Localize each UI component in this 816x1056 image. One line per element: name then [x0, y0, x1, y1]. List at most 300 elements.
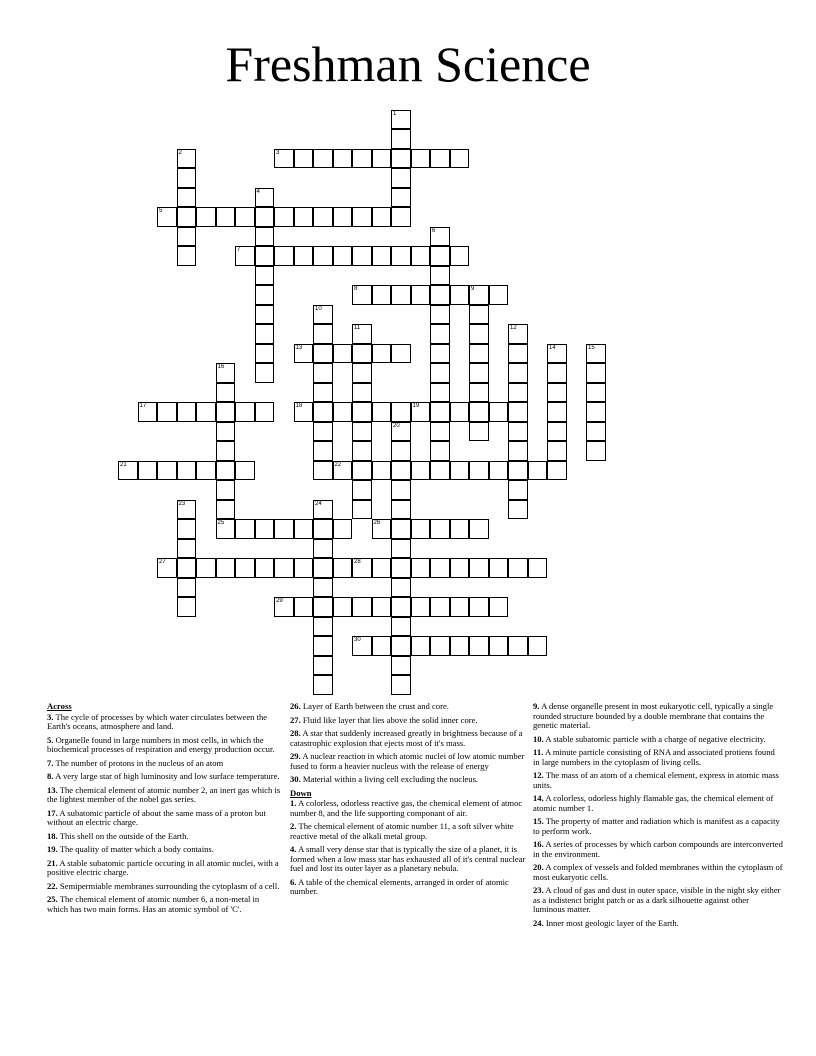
crossword-cell[interactable]	[177, 597, 197, 617]
crossword-cell[interactable]	[352, 344, 372, 364]
crossword-cell[interactable]	[313, 656, 333, 676]
cell-number: 19	[412, 403, 420, 409]
crossword-cell[interactable]	[313, 305, 333, 325]
crossword-cell[interactable]	[489, 461, 509, 481]
across-clue-21: 21. A stable subatomic particle occuring in all atomic nuclei, with a positive electric charge.	[47, 857, 279, 877]
crossword-cell[interactable]	[411, 597, 431, 617]
across-clue-7: 7. The number of protons in the nucleus of an atom	[47, 757, 224, 768]
crossword-cell[interactable]	[352, 324, 372, 344]
clue-column-1	[47, 702, 281, 918]
crossword-cell[interactable]	[508, 461, 528, 481]
cell-number: 12	[510, 325, 517, 331]
crossword-cell[interactable]	[216, 519, 236, 539]
crossword-cell[interactable]	[294, 344, 314, 364]
crossword-cell[interactable]	[469, 519, 489, 539]
crossword-cell[interactable]	[391, 110, 411, 130]
crossword-cell[interactable]	[586, 363, 606, 383]
crossword-cell[interactable]	[469, 597, 489, 617]
crossword-cell[interactable]	[255, 363, 275, 383]
clue-number: 19.	[47, 844, 58, 854]
cell-number: 22	[334, 461, 342, 468]
crossword-cell[interactable]	[177, 461, 197, 481]
crossword-cell[interactable]	[372, 402, 392, 422]
crossword-cell[interactable]	[411, 402, 431, 422]
crossword-cell[interactable]	[255, 266, 275, 286]
down-clue-14: 14. A colorless, odorless highly flamable gas, the chemical element of atomic number 1.	[533, 793, 774, 813]
cell-number: 13	[295, 344, 303, 351]
crossword-cell[interactable]	[469, 363, 489, 383]
crossword-cell[interactable]	[528, 461, 548, 481]
down-clue-23: 23. A cloud of gas and dust in outer space, visible in the night sky either as a indistenct bright patch or as a dark silhouette against other luminous matter.	[533, 885, 781, 914]
clue-number: 24.	[533, 917, 544, 928]
crossword-cell[interactable]	[216, 363, 236, 383]
crossword-cell[interactable]	[391, 168, 411, 188]
crossword-cell[interactable]	[216, 402, 236, 422]
crossword-cell[interactable]	[430, 636, 450, 656]
across-clue-18: 18. This shell on the outside of the Earth.	[47, 830, 189, 841]
crossword-cell[interactable]	[313, 207, 333, 227]
clue-number: 7.	[47, 757, 54, 768]
crossword-cell[interactable]	[313, 246, 333, 266]
crossword-cell[interactable]	[450, 597, 470, 617]
crossword-cell[interactable]	[411, 636, 431, 656]
clue-column-3	[533, 702, 783, 932]
crossword-cell[interactable]	[450, 558, 470, 578]
crossword-cell[interactable]	[255, 285, 275, 305]
crossword-cell[interactable]	[177, 188, 197, 208]
clue-number: 25.	[47, 894, 58, 904]
crossword-cell[interactable]	[528, 558, 548, 578]
crossword-cell[interactable]	[469, 422, 489, 442]
crossword-cell[interactable]	[430, 558, 450, 578]
crossword-cell[interactable]	[430, 461, 450, 481]
crossword-cell[interactable]	[294, 246, 314, 266]
crossword-cell[interactable]	[430, 149, 450, 169]
crossword-cell[interactable]	[372, 246, 392, 266]
crossword-cell[interactable]	[489, 558, 509, 578]
crossword-cell[interactable]	[391, 402, 411, 422]
crossword-cell[interactable]	[508, 363, 528, 383]
clue-number: 16.	[533, 839, 544, 849]
crossword-cell[interactable]	[274, 207, 294, 227]
crossword-cell[interactable]	[313, 402, 333, 422]
crossword-cell[interactable]	[274, 519, 294, 539]
crossword-cell[interactable]	[586, 441, 606, 461]
crossword-cell[interactable]	[430, 285, 450, 305]
across-heading: Across	[47, 701, 72, 711]
crossword-cell[interactable]	[216, 422, 236, 442]
crossword-cell[interactable]	[313, 383, 333, 403]
across-clue-29: 29. A nuclear reaction in which atomic nuclei of low atomic number fused to form a heavier nucleus with the release of energy	[290, 751, 525, 771]
crossword-cell[interactable]	[157, 402, 177, 422]
across-clue-13: 13. The chemical element of atomic number 2, an inert gas which is the lightest member of the nobel gas series.	[47, 784, 281, 804]
crossword-cell[interactable]	[352, 597, 372, 617]
crossword-cell[interactable]	[235, 558, 255, 578]
crossword-cell[interactable]	[547, 344, 567, 364]
crossword-cell[interactable]	[391, 656, 411, 676]
crossword-cell[interactable]	[372, 285, 392, 305]
crossword-cell[interactable]	[294, 402, 314, 422]
crossword-cell[interactable]	[469, 383, 489, 403]
crossword-cell[interactable]	[255, 324, 275, 344]
crossword-cell[interactable]	[508, 383, 528, 403]
crossword-cell[interactable]	[547, 441, 567, 461]
crossword-cell[interactable]	[391, 246, 411, 266]
down-clue-11: 11. A minute particle consisting of RNA and associated protiens found in large numbers in the cytoplasm of living cells.	[533, 747, 775, 767]
crossword-cell[interactable]	[508, 441, 528, 461]
crossword-cell[interactable]	[586, 344, 606, 364]
across-clue-25: 25. The chemical element of atomic number 6, a non-metal in which has two main forms. Has an atomic symbol of 'C'.	[47, 894, 260, 914]
crossword-cell[interactable]	[489, 285, 509, 305]
crossword-cell[interactable]	[157, 558, 177, 578]
crossword-cell[interactable]	[391, 578, 411, 598]
crossword-cell[interactable]	[508, 422, 528, 442]
clue-number: 2.	[290, 821, 297, 831]
crossword-cell[interactable]	[411, 285, 431, 305]
crossword-cell[interactable]	[469, 558, 489, 578]
crossword-cell[interactable]	[352, 246, 372, 266]
crossword-cell[interactable]	[391, 188, 411, 208]
crossword-cell[interactable]	[430, 422, 450, 442]
crossword-cell[interactable]	[255, 558, 275, 578]
crossword-cell[interactable]	[508, 500, 528, 520]
crossword-cell[interactable]	[333, 519, 353, 539]
cell-number: 24	[315, 500, 322, 507]
crossword-cell[interactable]	[313, 539, 333, 559]
crossword-cell[interactable]	[430, 227, 450, 247]
down-heading: Down	[290, 787, 312, 798]
crossword-cell[interactable]	[430, 383, 450, 403]
crossword-cell[interactable]	[411, 149, 431, 169]
crossword-cell[interactable]	[216, 441, 236, 461]
cell-number: 10	[315, 305, 322, 312]
crossword-cell[interactable]	[216, 461, 236, 481]
clue-number: 17.	[47, 807, 58, 818]
crossword-cell[interactable]	[313, 344, 333, 364]
crossword-cell[interactable]	[469, 402, 489, 422]
crossword-cell[interactable]	[391, 344, 411, 364]
crossword-cell[interactable]	[372, 558, 392, 578]
clue-number: 11.	[533, 747, 544, 757]
crossword-cell[interactable]	[391, 461, 411, 481]
across-clue-27: 27. Fluid like layer that lies above the solid inner core.	[290, 714, 478, 725]
crossword-cell[interactable]	[313, 636, 333, 656]
crossword-cell[interactable]	[372, 519, 392, 539]
cell-number: 15	[588, 344, 595, 351]
crossword-cell[interactable]	[235, 246, 255, 266]
crossword-cell[interactable]	[333, 344, 353, 364]
crossword-cell[interactable]	[391, 129, 411, 149]
crossword-cell[interactable]	[216, 500, 236, 520]
crossword-cell[interactable]	[391, 422, 411, 442]
crossword-cell[interactable]	[274, 246, 294, 266]
crossword-cell[interactable]	[196, 461, 216, 481]
crossword-cell[interactable]	[411, 461, 431, 481]
crossword-cell[interactable]	[255, 344, 275, 364]
crossword-cell[interactable]	[177, 578, 197, 598]
crossword-cell[interactable]	[235, 207, 255, 227]
cell-number: 18	[295, 403, 303, 409]
crossword-cell[interactable]	[391, 617, 411, 637]
cell-number: 16	[217, 364, 225, 370]
crossword-cell[interactable]	[216, 480, 236, 500]
crossword-cell[interactable]	[313, 578, 333, 598]
crossword-cell[interactable]	[177, 539, 197, 559]
crossword-cell[interactable]	[235, 519, 255, 539]
crossword-cell[interactable]	[177, 402, 197, 422]
crossword-cell[interactable]	[255, 207, 275, 227]
crossword-cell[interactable]	[216, 383, 236, 403]
crossword-cell[interactable]	[352, 558, 372, 578]
crossword-cell[interactable]	[391, 539, 411, 559]
crossword-cell[interactable]	[177, 168, 197, 188]
crossword-cell[interactable]	[430, 324, 450, 344]
across-clue-3: 3. The cycle of processes by which water circulates between the Earth's oceans, atmosphere and land.	[47, 711, 268, 731]
down-clue-20: 20. A complex of vessels and folded membranes within the cytoplasm of most eukaryotic cells.	[533, 862, 783, 882]
crossword-cell[interactable]	[411, 558, 431, 578]
cell-number: 1	[393, 110, 397, 117]
crossword-cell[interactable]	[489, 597, 509, 617]
crossword-cell[interactable]	[274, 597, 294, 617]
crossword-cell[interactable]	[391, 480, 411, 500]
crossword-cell[interactable]	[333, 558, 353, 578]
crossword-cell[interactable]	[450, 246, 470, 266]
crossword-cell[interactable]	[489, 402, 509, 422]
crossword-cell[interactable]	[372, 461, 392, 481]
crossword-cell[interactable]	[313, 597, 333, 617]
crossword-cell[interactable]	[333, 402, 353, 422]
crossword-cell[interactable]	[177, 519, 197, 539]
crossword-cell[interactable]	[313, 519, 333, 539]
crossword-cell[interactable]	[430, 402, 450, 422]
crossword-cell[interactable]	[469, 324, 489, 344]
crossword-cell[interactable]	[294, 558, 314, 578]
crossword-cell[interactable]	[372, 344, 392, 364]
across-clue-30: 30. Material within a living cell excluding the nucleus.	[290, 774, 479, 784]
crossword-cell[interactable]	[547, 383, 567, 403]
crossword-cell[interactable]	[255, 188, 275, 208]
crossword-cell[interactable]	[372, 149, 392, 169]
down-clue-10: 10. A stable subatomic particle with a charge of negative electricity.	[533, 733, 766, 744]
crossword-cell[interactable]	[586, 422, 606, 442]
crossword-cell[interactable]	[352, 636, 372, 656]
crossword-cell[interactable]	[216, 207, 236, 227]
clue-number: 21.	[47, 857, 58, 868]
crossword-cell[interactable]	[313, 149, 333, 169]
cell-number: 6	[432, 227, 436, 234]
crossword-cell[interactable]	[508, 636, 528, 656]
crossword-cell[interactable]	[352, 149, 372, 169]
crossword-cell[interactable]	[255, 402, 275, 422]
crossword-cell[interactable]	[372, 207, 392, 227]
across-clue-22: 22. Semipermiable membranes surrounding the cytoplasm of a cell.	[47, 880, 280, 891]
crossword-cell[interactable]	[450, 519, 470, 539]
crossword-cell[interactable]	[313, 617, 333, 637]
crossword-cell[interactable]	[255, 246, 275, 266]
crossword-cell[interactable]	[352, 207, 372, 227]
crossword-cell[interactable]	[430, 266, 450, 286]
clue-column-2	[290, 702, 526, 901]
crossword-cell[interactable]	[118, 461, 138, 481]
crossword-cell[interactable]	[333, 246, 353, 266]
clue-number: 18.	[47, 830, 58, 841]
crossword-cell[interactable]	[352, 285, 372, 305]
crossword-cell[interactable]	[333, 461, 353, 481]
crossword-cell[interactable]	[411, 519, 431, 539]
crossword-cell[interactable]	[216, 558, 236, 578]
crossword-cell[interactable]	[547, 363, 567, 383]
cell-number: 9	[471, 286, 475, 292]
crossword-cell[interactable]	[450, 636, 470, 656]
crossword-cell[interactable]	[313, 558, 333, 578]
crossword-cell[interactable]	[177, 558, 197, 578]
down-clue-9: 9. A dense organelle present in most eukaryotic cell, typically a single rounded structure bounded by a double membrane that contains the genetic material.	[533, 701, 774, 730]
crossword-cell[interactable]	[333, 597, 353, 617]
down-clue-2: 2. The chemical element of atomic number 11, a soft silver white reactive metal of the alkali metal group.	[290, 821, 514, 841]
crossword-cell[interactable]	[430, 246, 450, 266]
crossword-cell[interactable]	[430, 519, 450, 539]
crossword-cell[interactable]	[138, 461, 158, 481]
crossword-cell[interactable]	[177, 500, 197, 520]
cell-number: 4	[256, 188, 260, 195]
crossword-cell[interactable]	[586, 402, 606, 422]
crossword-cell[interactable]	[450, 149, 470, 169]
crossword-cell[interactable]	[391, 149, 411, 169]
cell-number: 2	[178, 149, 182, 156]
crossword-cell[interactable]	[450, 402, 470, 422]
crossword-cell[interactable]	[313, 324, 333, 344]
clue-number: 30.	[290, 774, 301, 784]
crossword-cell[interactable]	[391, 675, 411, 695]
crossword-cell[interactable]	[391, 207, 411, 227]
cell-number: 28	[354, 559, 361, 565]
crossword-cell[interactable]	[430, 441, 450, 461]
crossword-cell[interactable]	[391, 558, 411, 578]
cell-number: 17	[139, 403, 147, 409]
crossword-cell[interactable]	[352, 500, 372, 520]
crossword-cell[interactable]	[469, 344, 489, 364]
crossword-cell[interactable]	[177, 207, 197, 227]
crossword-cell[interactable]	[411, 246, 431, 266]
clue-number: 26.	[290, 701, 301, 711]
clue-number: 28.	[290, 728, 301, 738]
crossword-cell[interactable]	[177, 227, 197, 247]
crossword-cell[interactable]	[469, 285, 489, 305]
crossword-cell[interactable]	[586, 383, 606, 403]
crossword-cell[interactable]	[294, 207, 314, 227]
crossword-cell[interactable]	[313, 675, 333, 695]
crossword-cell[interactable]	[255, 227, 275, 247]
crossword-cell[interactable]	[469, 305, 489, 325]
crossword-cell[interactable]	[450, 285, 470, 305]
crossword-cell[interactable]	[235, 461, 255, 481]
crossword-cell[interactable]	[391, 500, 411, 520]
crossword-cell[interactable]	[372, 597, 392, 617]
clue-number: 9.	[533, 701, 540, 711]
crossword-cell[interactable]	[547, 422, 567, 442]
down-clue-24: 24. Inner most geologic layer of the Earth.	[533, 917, 679, 928]
crossword-cell[interactable]	[450, 461, 470, 481]
crossword-cell[interactable]	[430, 363, 450, 383]
crossword-cell[interactable]	[313, 461, 333, 481]
clue-number: 20.	[533, 862, 544, 872]
crossword-cell[interactable]	[508, 558, 528, 578]
crossword-cell[interactable]	[352, 422, 372, 442]
crossword-cell[interactable]	[333, 149, 353, 169]
crossword-cell[interactable]	[489, 636, 509, 656]
crossword-cell[interactable]	[391, 597, 411, 617]
crossword-cell[interactable]	[352, 480, 372, 500]
crossword-cell[interactable]	[528, 636, 548, 656]
crossword-cell[interactable]	[177, 149, 197, 169]
crossword-cell[interactable]	[274, 149, 294, 169]
across-clue-28: 28. A star that suddenly increased greatly in brightness because of a catastrophic explosion that ejects most of it's mass.	[290, 728, 523, 748]
cell-number: 26	[373, 520, 381, 526]
crossword-cell[interactable]	[508, 480, 528, 500]
crossword-cell[interactable]	[391, 636, 411, 656]
crossword-cell[interactable]	[508, 324, 528, 344]
crossword-cell[interactable]	[157, 207, 177, 227]
crossword-cell[interactable]	[294, 597, 314, 617]
clue-number: 4.	[290, 844, 297, 854]
crossword-cell[interactable]	[391, 285, 411, 305]
crossword-cell[interactable]	[547, 461, 567, 481]
crossword-cell[interactable]	[469, 636, 489, 656]
down-clue-12: 12. The mass of an atom of a chemical element, express in atomic mass units.	[533, 770, 779, 790]
crossword-cell[interactable]	[274, 558, 294, 578]
cell-number: 21	[120, 461, 127, 468]
cell-number: 14	[549, 344, 556, 351]
crossword-cell[interactable]	[547, 402, 567, 422]
cell-number: 3	[276, 149, 280, 156]
crossword-cell[interactable]	[157, 461, 177, 481]
crossword-cell[interactable]	[177, 246, 197, 266]
crossword-cell[interactable]	[138, 402, 158, 422]
crossword-cell[interactable]	[196, 558, 216, 578]
crossword-cell[interactable]	[352, 441, 372, 461]
crossword-cell[interactable]	[430, 597, 450, 617]
crossword-cell[interactable]	[469, 461, 489, 481]
crossword-cell[interactable]	[430, 344, 450, 364]
crossword-cell[interactable]	[508, 402, 528, 422]
crossword-cell[interactable]	[352, 461, 372, 481]
crossword-cell[interactable]	[255, 305, 275, 325]
crossword-cell[interactable]	[235, 402, 255, 422]
across-clue-26: 26. Layer of Earth between the crust and core.	[290, 701, 449, 711]
crossword-cell[interactable]	[508, 344, 528, 364]
crossword-cell[interactable]	[372, 636, 392, 656]
crossword-cell[interactable]	[196, 207, 216, 227]
crossword-cell[interactable]	[352, 402, 372, 422]
crossword-cell[interactable]	[352, 383, 372, 403]
crossword-cell[interactable]	[294, 149, 314, 169]
clue-number: 15.	[533, 816, 544, 826]
crossword-cell[interactable]	[391, 519, 411, 539]
clue-number: 14.	[533, 793, 544, 803]
crossword-cell[interactable]	[313, 441, 333, 461]
crossword-cell[interactable]	[313, 500, 333, 520]
crossword-cell[interactable]	[196, 402, 216, 422]
crossword-cell[interactable]	[352, 363, 372, 383]
crossword-cell[interactable]	[391, 441, 411, 461]
crossword-cell[interactable]	[313, 422, 333, 442]
crossword-cell[interactable]	[313, 363, 333, 383]
across-clue-8: 8. A very large star of high luminosity and low surface temperature.	[47, 771, 280, 781]
crossword-cell[interactable]	[294, 519, 314, 539]
crossword-cell[interactable]	[333, 207, 353, 227]
crossword-cell[interactable]	[255, 519, 275, 539]
crossword-cell[interactable]	[430, 305, 450, 325]
